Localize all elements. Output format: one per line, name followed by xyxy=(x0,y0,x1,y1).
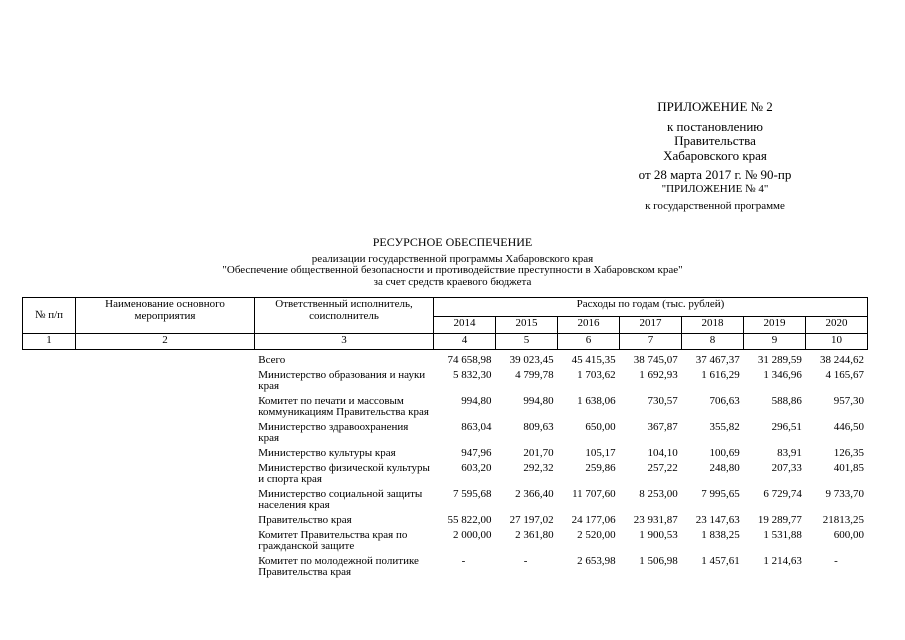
expense-value: 401,85 xyxy=(833,462,864,474)
expense-value: 1 506,98 xyxy=(639,555,678,567)
expense-value: 19 289,77 xyxy=(757,514,802,526)
header-year: 2015 xyxy=(496,317,558,334)
cell-empty xyxy=(22,446,75,461)
cell-empty xyxy=(75,487,254,513)
expense-value: 4 799,78 xyxy=(515,369,554,381)
document-title xyxy=(60,236,845,288)
expense-value: 1 638,06 xyxy=(577,395,616,407)
cell-empty xyxy=(22,554,75,580)
expense-value: 588,86 xyxy=(771,395,802,407)
header-year: 2014 xyxy=(434,317,496,334)
approval-line: к постановлению xyxy=(666,118,764,134)
expense-value: 7 595,68 xyxy=(453,488,492,500)
expense-value: 296,51 xyxy=(771,421,802,433)
expense-value: 7 995,65 xyxy=(701,488,740,500)
expense-value: 1 703,62 xyxy=(577,369,616,381)
expense-value: 947,96 xyxy=(461,447,492,459)
agency-name: Правительство края xyxy=(258,514,352,526)
approval-block xyxy=(600,100,830,212)
table-row xyxy=(22,353,868,368)
title-heading: РЕСУРСНОЕ ОБЕСПЕЧЕНИЕ xyxy=(372,235,533,249)
expense-value: 38 244,62 xyxy=(820,354,864,366)
approval-date: от 28 марта 2017 г. № 90-пр xyxy=(638,167,792,183)
table-row xyxy=(22,394,868,420)
cell-empty xyxy=(75,461,254,487)
expense-value: 650,00 xyxy=(585,421,616,433)
expense-value: 38 745,07 xyxy=(633,354,678,366)
expense-value: - xyxy=(523,555,528,567)
table-header xyxy=(22,297,868,350)
header-year: 2017 xyxy=(620,317,682,334)
cell-empty xyxy=(75,513,254,528)
expense-value: 1 616,29 xyxy=(701,369,740,381)
agency-name: Министерство здравоохранения края xyxy=(258,421,409,444)
agency-name: Министерство социальной защиты населения края xyxy=(258,488,423,511)
expense-value: 1 692,93 xyxy=(639,369,678,381)
col-number: 9 xyxy=(744,334,806,350)
expense-value: 23 931,87 xyxy=(633,514,678,526)
expense-value: 8 253,00 xyxy=(639,488,678,500)
expense-value: 994,80 xyxy=(523,395,554,407)
header-num: № п/п xyxy=(23,298,76,334)
cell-empty xyxy=(75,394,254,420)
expense-value: 248,80 xyxy=(709,462,740,474)
expense-value: 207,33 xyxy=(771,462,802,474)
cell-empty xyxy=(22,513,75,528)
expense-value: 259,86 xyxy=(585,462,616,474)
expense-value: 367,87 xyxy=(647,421,678,433)
col-number: 10 xyxy=(806,334,868,350)
cell-empty xyxy=(75,368,254,394)
expense-value: 1 838,25 xyxy=(701,529,740,541)
expense-value: 39 023,45 xyxy=(509,354,554,366)
agency-name: Министерство физической культуры и спорта края xyxy=(258,462,430,485)
cell-empty xyxy=(22,461,75,487)
agency-name: Всего xyxy=(258,354,286,366)
expense-value: 1 531,88 xyxy=(763,529,802,541)
cell-empty xyxy=(22,394,75,420)
table-row xyxy=(22,368,868,394)
expense-value: 603,20 xyxy=(461,462,492,474)
expense-value: 1 346,96 xyxy=(763,369,802,381)
expense-value: 600,00 xyxy=(833,529,864,541)
header-executor: Ответственный исполнитель, соисполнитель xyxy=(255,298,434,334)
expense-value: 2 361,80 xyxy=(515,529,554,541)
table-row xyxy=(22,420,868,446)
expense-value: 201,70 xyxy=(523,447,554,459)
expense-value: 45 415,35 xyxy=(571,354,616,366)
cell-empty xyxy=(22,353,75,368)
expense-value: 730,57 xyxy=(647,395,678,407)
cell-empty xyxy=(75,446,254,461)
table-row xyxy=(22,487,868,513)
expense-value: 105,17 xyxy=(585,447,616,459)
table-row xyxy=(22,528,868,554)
expense-value: 355,82 xyxy=(709,421,740,433)
agency-name: Комитет Правительства края по гражданской защите xyxy=(258,529,408,552)
cell-empty xyxy=(22,420,75,446)
cell-empty xyxy=(75,554,254,580)
expense-value: - xyxy=(461,555,466,567)
col-number: 3 xyxy=(255,334,434,350)
expense-value: 104,10 xyxy=(647,447,678,459)
expense-value: 9 733,70 xyxy=(825,488,864,500)
expense-value: 446,50 xyxy=(833,421,864,433)
cell-empty xyxy=(75,528,254,554)
expense-value: 809,63 xyxy=(523,421,554,433)
approval-line: к государственной программе xyxy=(645,200,785,213)
expense-value: 2 520,00 xyxy=(577,529,616,541)
expense-value: 292,32 xyxy=(523,462,554,474)
header-year: 2018 xyxy=(682,317,744,334)
cell-empty xyxy=(22,487,75,513)
table-row xyxy=(22,554,868,580)
table-row xyxy=(22,446,868,461)
expense-value: 24 177,06 xyxy=(571,514,616,526)
expense-value: 2 653,98 xyxy=(577,555,616,567)
expense-value: 994,80 xyxy=(461,395,492,407)
title-source: за счет средств краевого бюджета xyxy=(373,275,532,288)
expense-value: 31 289,59 xyxy=(757,354,802,366)
header-year: 2019 xyxy=(744,317,806,334)
expense-value: 100,69 xyxy=(709,447,740,459)
col-number: 2 xyxy=(76,334,255,350)
expense-value: 55 822,00 xyxy=(447,514,492,526)
expense-value: 5 832,30 xyxy=(453,369,492,381)
expense-value: 6 729,74 xyxy=(763,488,802,500)
expense-value: 83,91 xyxy=(777,447,802,459)
col-number: 4 xyxy=(434,334,496,350)
agency-name: Министерство образования и науки края xyxy=(258,369,426,392)
agency-name: Министерство культуры края xyxy=(258,447,396,459)
expense-value: 4 165,67 xyxy=(825,369,864,381)
expense-value: - xyxy=(834,555,838,567)
expense-value: 1 900,53 xyxy=(639,529,678,541)
header-expenses: Расходы по годам (тыс. рублей) xyxy=(434,298,868,317)
table-row xyxy=(22,513,868,528)
expense-value: 1 214,63 xyxy=(763,555,802,567)
header-year: 2020 xyxy=(806,317,868,334)
title-subline: реализации государственной программы Хабаровского края xyxy=(311,252,594,265)
table-row xyxy=(22,461,868,487)
cell-empty xyxy=(75,353,254,368)
cell-empty xyxy=(22,368,75,394)
expense-value: 27 197,02 xyxy=(509,514,554,526)
header-year: 2016 xyxy=(558,317,620,334)
expense-value: 74 658,98 xyxy=(447,354,492,366)
expense-value: 21813,25 xyxy=(822,514,864,526)
expense-value: 957,30 xyxy=(833,395,864,407)
expense-value: 2 000,00 xyxy=(453,529,492,541)
approval-line: Хабаровского края xyxy=(663,147,767,163)
expense-value: 37 467,37 xyxy=(695,354,740,366)
expense-value: 706,63 xyxy=(709,395,740,407)
col-number: 5 xyxy=(496,334,558,350)
approval-line: Правительства xyxy=(674,133,756,149)
expense-value: 1 457,61 xyxy=(701,555,740,567)
expense-value: 2 366,40 xyxy=(515,488,554,500)
appendix-label: ПРИЛОЖЕНИЕ № 2 xyxy=(657,99,773,114)
expense-value: 257,22 xyxy=(647,462,678,474)
expense-value: 863,04 xyxy=(461,421,492,433)
cell-empty xyxy=(22,528,75,554)
col-number: 7 xyxy=(620,334,682,350)
col-number: 8 xyxy=(682,334,744,350)
col-number: 1 xyxy=(23,334,76,350)
agency-name: Комитет по печати и массовым коммуникациям Правительства края xyxy=(258,395,429,418)
expense-value: 126,35 xyxy=(833,447,864,459)
approval-line: "ПРИЛОЖЕНИЕ № 4" xyxy=(661,182,769,195)
expense-value: 11 707,60 xyxy=(572,488,616,500)
col-number: 6 xyxy=(558,334,620,350)
agency-name: Комитет по молодежной политике Правительства края xyxy=(258,555,419,578)
header-event: Наименование основного мероприятия xyxy=(76,298,255,334)
expense-value: 23 147,63 xyxy=(695,514,740,526)
table-body xyxy=(22,353,868,580)
cell-empty xyxy=(75,420,254,446)
title-program: "Обеспечение общественной безопасности и противодействие преступности в Хабаровском крае" xyxy=(222,264,683,277)
